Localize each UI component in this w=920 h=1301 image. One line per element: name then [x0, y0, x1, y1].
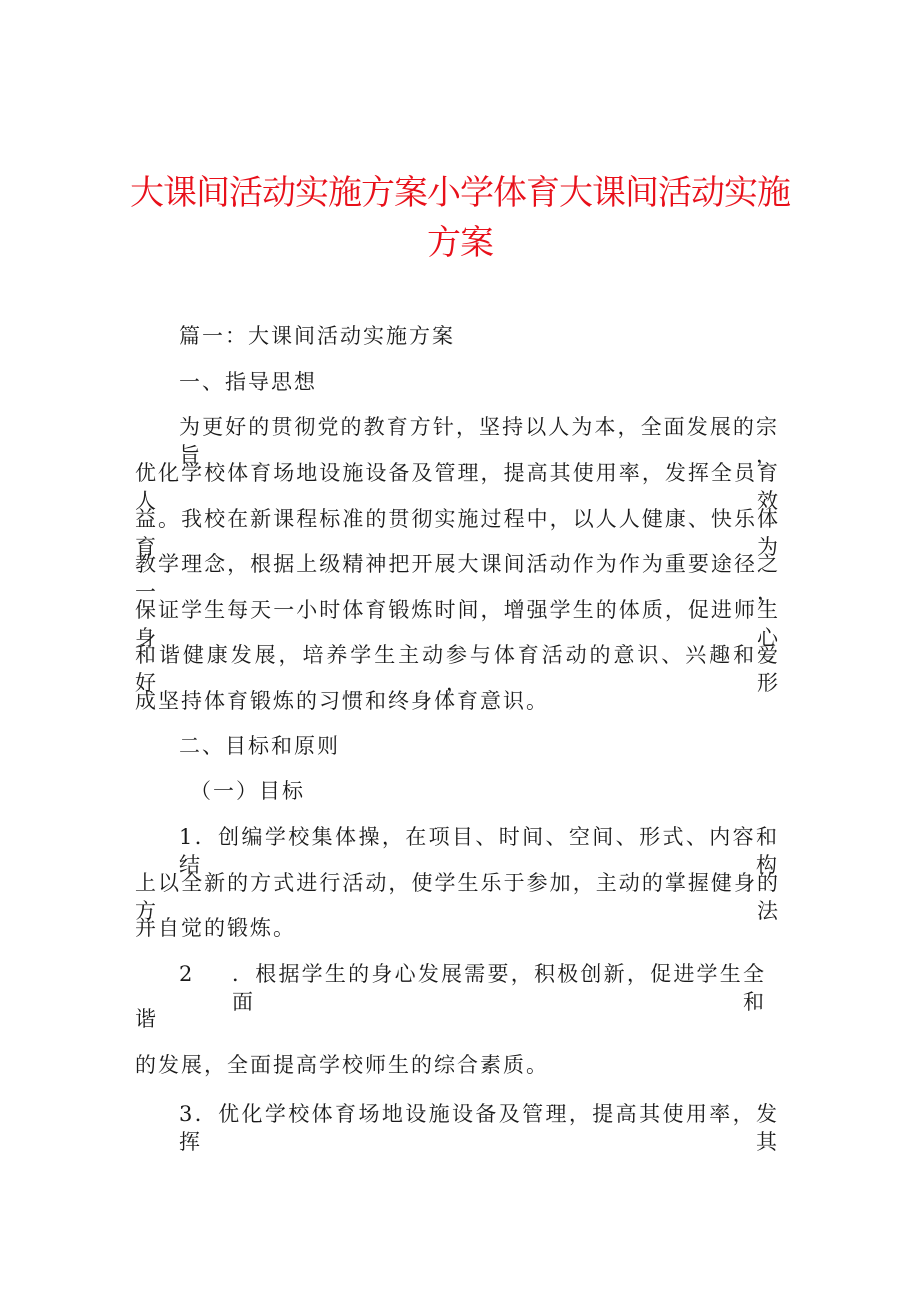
document-title-line-1: 大课间活动实施方案小学体育大课间活动实施 [130, 173, 790, 213]
list-item-line: ．根据学生的身心发展需要，积极创新，促进学生全面和 [232, 962, 766, 1014]
heading-guiding-ideology: 一、指导思想 [179, 370, 317, 394]
paragraph-line: 和谐健康发展，培养学生主动参与体育活动的意识、兴趣和爱好，形 [135, 643, 780, 695]
paragraph-line: 教学理念，根据上级精神把开展大课间活动作为作为重要途径之一， [135, 552, 780, 604]
heading-goals-principles: 二、目标和原则 [179, 734, 340, 758]
list-item-line: 并自觉的锻炼。 [135, 916, 296, 940]
list-item-line: 的发展，全面提高学校师生的综合素质。 [135, 1053, 549, 1077]
list-item-line: 1．创编学校集体操，在项目、时间、空间、形式、内容和结构 [179, 825, 779, 877]
paragraph-line: 益。我校在新课程标准的贯彻实施过程中，以人人健康、快乐体育为 [135, 507, 780, 559]
paragraph-line: 优化学校体育场地设施设备及管理，提高其使用率，发挥全员育人效 [135, 461, 780, 513]
paragraph-line: 成坚持体育锻炼的习惯和终身体育意识。 [135, 689, 549, 713]
list-item-number: 2 [179, 962, 195, 986]
paragraph-line: 为更好的贯彻党的教育方针，坚持以人为本，全面发展的宗旨， [179, 415, 779, 467]
section-title: 篇一：大课间活动实施方案 [179, 324, 455, 348]
paragraph-line: 保证学生每天一小时体育锻炼时间，增强学生的体质，促进师生身心 [135, 598, 780, 650]
list-item-line: 3．优化学校体育场地设施设备及管理，提高其使用率，发挥其 [179, 1102, 779, 1154]
list-item-line: 上以全新的方式进行活动，使学生乐于参加，主动的掌握健身的方法 [135, 871, 780, 923]
document-title-line-2: 方案 [427, 223, 493, 263]
list-item-line: 谐 [135, 1007, 158, 1031]
subheading-goals: （一）目标 [190, 779, 305, 803]
